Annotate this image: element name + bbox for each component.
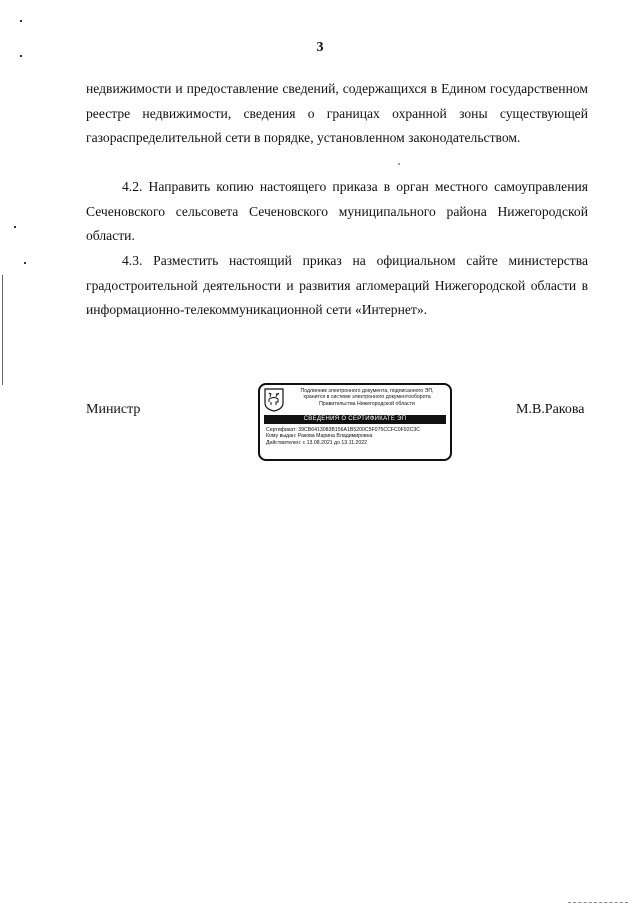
paragraph-text: 4.3. Разместить настоящий приказ на официальном сайте министерства градостроительной деятельности и развития агломераций Нижегородской области в информационно-телекоммуникационной сети «Интернет». <box>86 253 588 317</box>
stamp-certificate: Сертификат: 39CB6413083B156A1B5200C5F075CCFC0F92C3C <box>266 427 420 433</box>
stamp-notice-line: Правительства Нижегородской области <box>319 400 415 407</box>
paragraph-text: недвижимости и предоставление сведений, содержащихся в Едином государственном реестре недвижимости, сведения о границах охранной зоны существующей газораспределительной сети в порядке, установленном законодательством. <box>86 81 588 145</box>
scan-dot <box>24 262 26 264</box>
stamp-notice-line: Подлинник электронного документа, подписанного ЭП, <box>300 388 434 394</box>
paragraph-4-3 <box>86 249 588 323</box>
electronic-signature-stamp <box>258 383 452 461</box>
scan-bottom-dash <box>568 902 628 904</box>
stamp-issued-to: Кому выдан: Ракова Марина Владимировна <box>266 433 373 440</box>
stamp-details <box>260 424 450 446</box>
scan-edge-line <box>2 275 3 385</box>
nizhny-novgorod-deer-emblem-icon <box>264 388 284 412</box>
stamp-notice <box>288 388 446 407</box>
signer-title: Министр <box>86 402 141 417</box>
stamp-notice-line: хранится в системе электронного документооборота <box>303 394 431 401</box>
scan-dot <box>398 163 400 165</box>
paragraph-text: 4.2. Направить копию настоящего приказа в орган местного самоуправления Сеченовского сельсовета Сеченовского муниципального района Нижегородской области. <box>86 179 588 243</box>
paragraph-continuation <box>86 77 588 151</box>
paragraph-4-2 <box>86 175 588 249</box>
stamp-valid: Действителен: с 13.08.2021 до 13.11.2022 <box>266 439 367 446</box>
page-number: 3 <box>316 40 324 55</box>
scan-dot <box>14 226 16 228</box>
stamp-header: СВЕДЕНИЯ О СЕРТИФИКАТЕ ЭП <box>264 415 446 424</box>
stamp-top <box>260 385 450 412</box>
signer-name: М.В.Ракова <box>516 402 585 417</box>
scan-dot <box>20 20 22 22</box>
scan-dot <box>20 55 22 57</box>
